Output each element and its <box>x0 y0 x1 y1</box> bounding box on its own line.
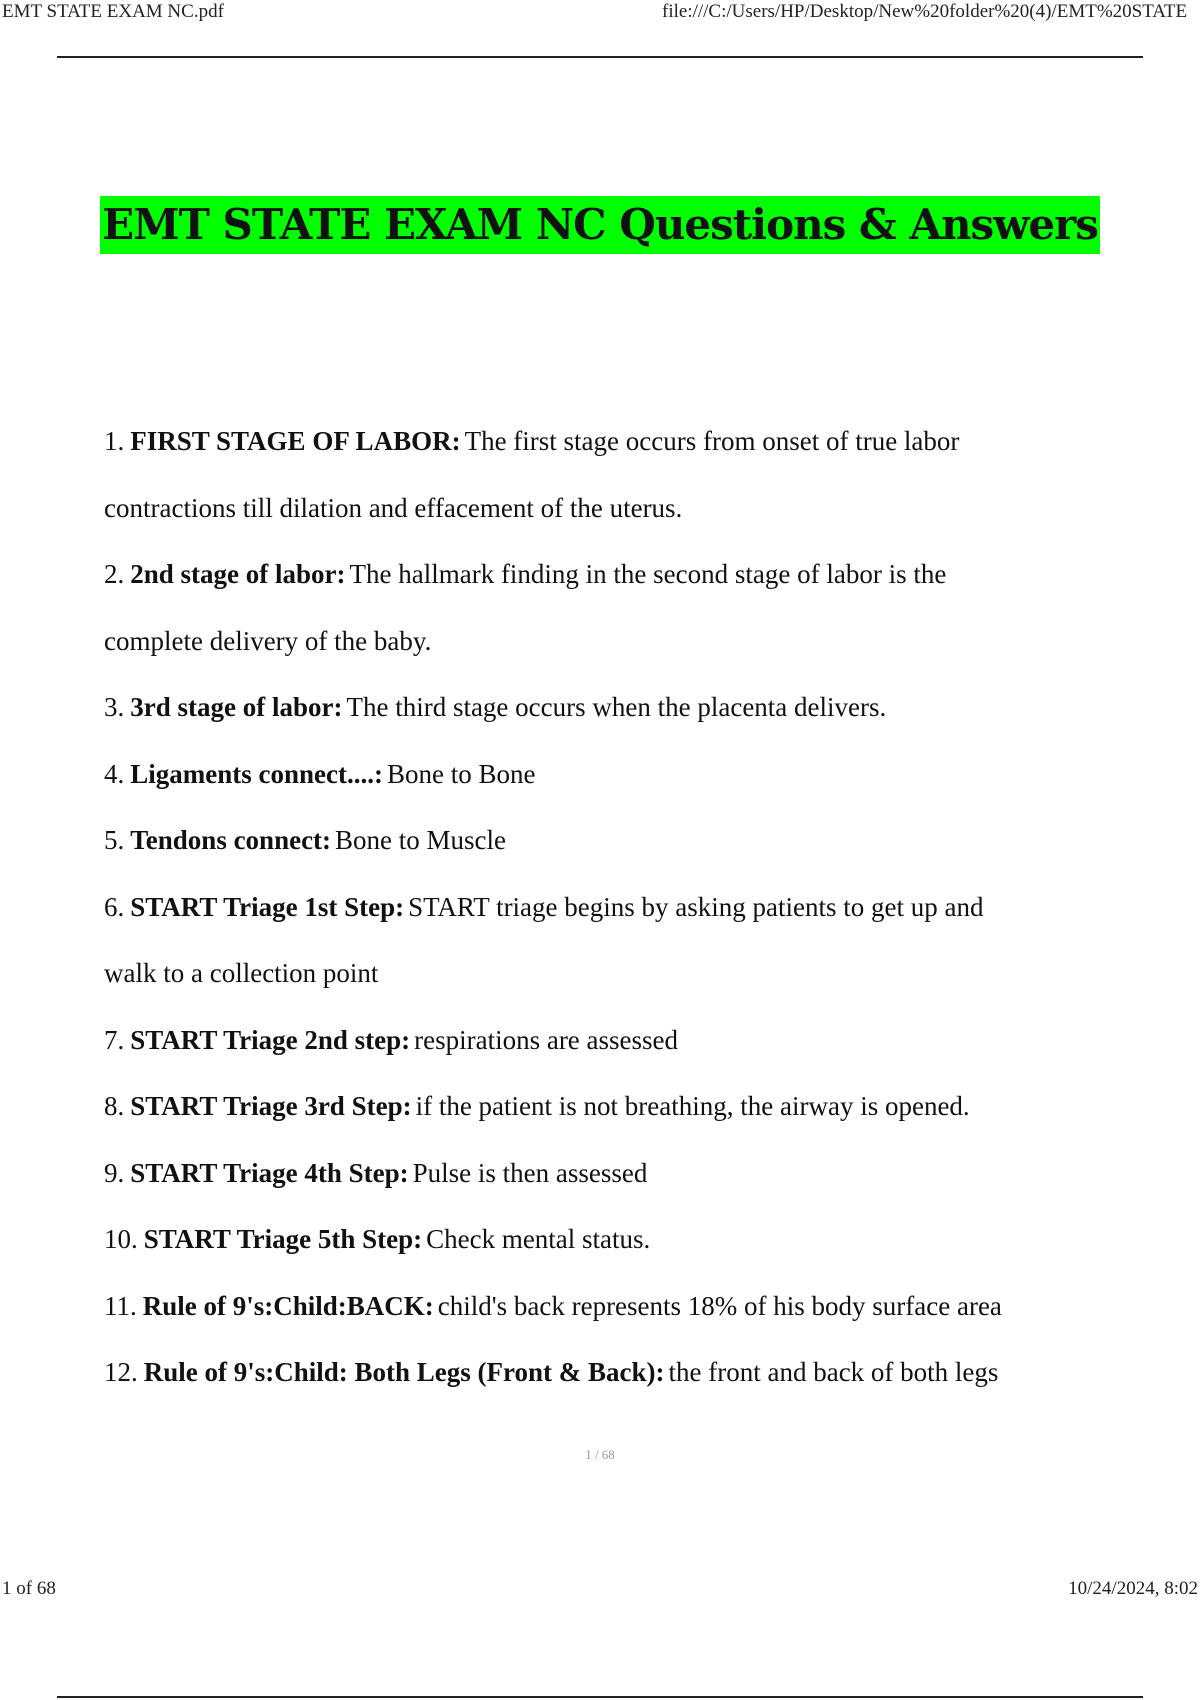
header-divider <box>57 56 1143 58</box>
question-list <box>104 408 1104 1406</box>
question-text: 2nd stage of labor: <box>130 559 346 589</box>
list-item <box>104 807 1104 874</box>
question-text: START Triage 5th Step: <box>143 1224 423 1254</box>
list-item <box>104 674 1104 741</box>
print-datetime: 10/24/2024, 8:02 <box>1068 1578 1198 1599</box>
list-item <box>104 475 1104 542</box>
answer-text: respirations are assessed <box>414 1024 679 1055</box>
answer-text: The hallmark finding in the second stage of labor is the <box>349 559 947 589</box>
question-text: START Triage 3rd Step: <box>130 1091 412 1121</box>
page-count: 1 of 68 <box>2 1578 56 1599</box>
answer-text: complete delivery of the baby. <box>104 625 432 656</box>
item-number: 6. <box>104 891 125 922</box>
list-item <box>104 408 1104 475</box>
item-number: 7. <box>104 1024 125 1055</box>
answer-text: Pulse is then assessed <box>412 1157 648 1188</box>
answer-text: Bone to Bone <box>386 758 536 789</box>
answer-text: Bone to Muscle <box>335 825 507 855</box>
question-text: START Triage 4th Step: <box>130 1157 409 1188</box>
item-number: 3. <box>104 692 125 722</box>
answer-text: walk to a collection point <box>104 958 379 988</box>
list-item <box>104 1007 1104 1074</box>
list-item <box>104 541 1104 608</box>
question-text: Rule of 9's:Child:BACK: <box>142 1290 434 1321</box>
list-item <box>104 741 1104 808</box>
list-item <box>104 1140 1104 1207</box>
list-item <box>104 874 1104 941</box>
item-number: 9. <box>104 1157 125 1188</box>
print-header <box>0 0 1200 26</box>
item-number: 12. <box>104 1357 138 1387</box>
item-number: 2. <box>104 559 125 589</box>
list-item <box>104 608 1104 675</box>
answer-text: The first stage occurs from onset of true labor <box>464 426 960 456</box>
list-item <box>104 1339 1104 1406</box>
footer-divider <box>57 1696 1143 1698</box>
page-indicator: 1 / 68 <box>585 1447 615 1462</box>
list-item <box>104 940 1104 1007</box>
item-number: 1. <box>104 426 125 456</box>
question-text: Ligaments connect....: <box>130 758 383 789</box>
list-item <box>104 1273 1104 1340</box>
answer-text: Check mental status. <box>426 1224 651 1254</box>
answer-text: the front and back of both legs <box>668 1357 999 1387</box>
question-text: START Triage 1st Step: <box>130 891 405 922</box>
page-title: EMT STATE EXAM NC Questions & Answers <box>100 196 1100 254</box>
item-number: 4. <box>104 758 125 789</box>
answer-text: contractions till dilation and effacement of the uterus. <box>104 492 683 523</box>
item-number: 5. <box>104 825 125 855</box>
answer-text: START triage begins by asking patients to get up and <box>408 891 984 922</box>
answer-text: The third stage occurs when the placenta delivers. <box>346 692 887 722</box>
title-block <box>0 196 1200 254</box>
question-text: 3rd stage of labor: <box>130 692 343 722</box>
question-text: Tendons connect: <box>130 825 332 855</box>
item-number: 11. <box>104 1290 137 1321</box>
list-item <box>104 1073 1104 1140</box>
item-number: 8. <box>104 1091 125 1121</box>
document-url: file:///C:/Users/HP/Desktop/New%20folder%20(4)/EMT%20STATE <box>662 1 1188 22</box>
document-filename: EMT STATE EXAM NC.pdf <box>2 1 224 22</box>
answer-text: child's back represents 18% of his body surface area <box>437 1290 1002 1321</box>
answer-text: if the patient is not breathing, the airway is opened. <box>415 1091 970 1121</box>
question-text: Rule of 9's:Child: Both Legs (Front & Back): <box>143 1357 665 1387</box>
question-text: FIRST STAGE OF LABOR: <box>130 426 461 456</box>
question-text: START Triage 2nd step: <box>130 1024 411 1055</box>
list-item <box>104 1206 1104 1273</box>
item-number: 10. <box>104 1224 138 1254</box>
